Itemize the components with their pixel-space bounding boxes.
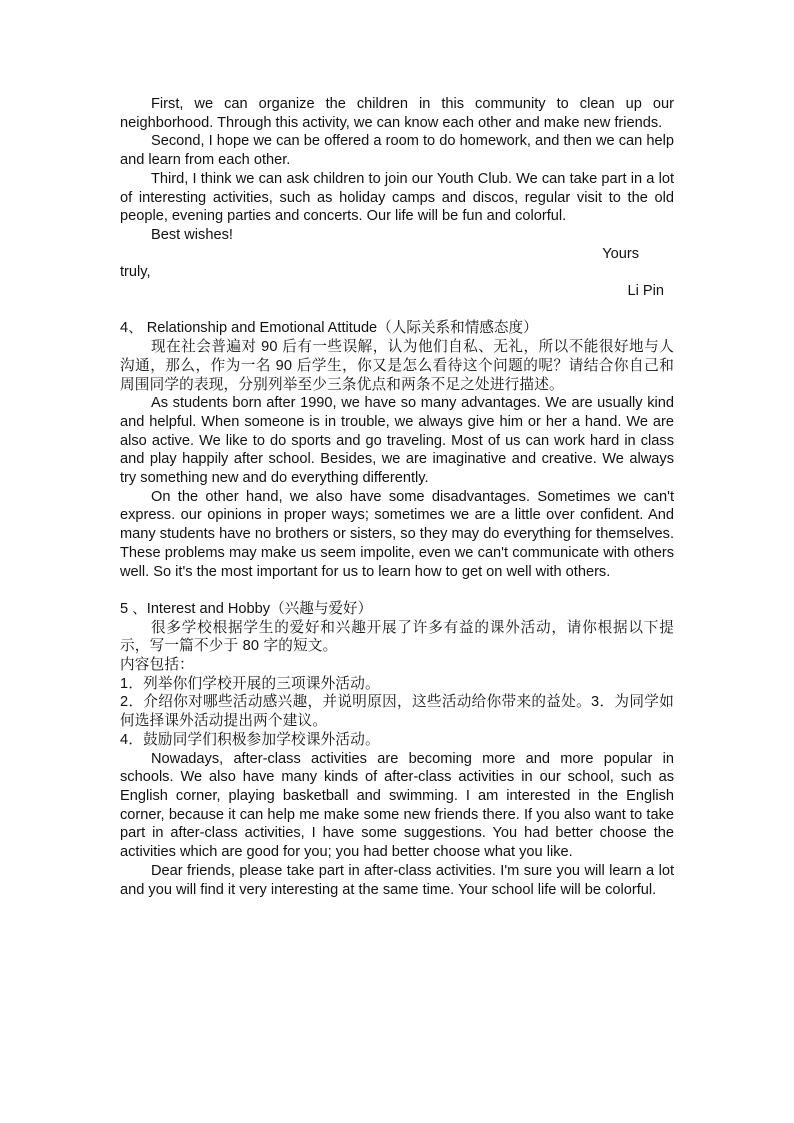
letter-paragraph-1: First, we can organize the children in this community to clean up our neighborhood. Through this activity, we can know each other and make new friends. [120, 96, 674, 131]
letter-closing: Best wishes! [151, 226, 233, 243]
spacer [120, 581, 674, 600]
section-4-heading: 4、 Relationship and Emotional Attitude（人际关系和情感态度） [120, 320, 538, 337]
section-5-paragraph-2: Dear friends, please take part in after-class activities. I'm sure you will learn a lot and you will find it very interesting at the same time. Your school life will be colorful. [120, 862, 674, 898]
section-5-paragraph-1: Nowadays, after-class activities are becoming more and more popular in schools. We also have many kinds of after-class activities in our school, such as English corner, playing basketball and swimming. I am interested in the English corner, because it can help me make some new friends there. If you also want to take part in after-class activities, I have some suggestions. You had better choose the activities which are good for you; you had better choose what you like. [120, 750, 674, 861]
section-5-item-1: 1．列举你们学校开展的三项课外活动。 [120, 675, 380, 692]
section-5-content-label: 内容包括： [120, 657, 194, 674]
letter-yours: Yours [602, 245, 639, 262]
section-5-item-4: 4．鼓励同学们积极参加学校课外活动。 [120, 731, 380, 748]
letter-paragraph-2: Second, I hope we can be offered a room to do homework, and then we can help and learn from each other. [120, 133, 674, 169]
document-body [120, 95, 674, 899]
section-4-prompt: 现在社会普遍对 90 后有一些误解，认为他们自私、无礼，所以不能很好地与人沟通，那么，作为一名 90 后学生，你又是怎么看待这个问题的呢？请结合你自己和周围同学的表现，分别列举至少三条优点和两条不足之处进行描述。 [120, 339, 674, 393]
section-5-heading: 5 、Interest and Hobby（兴趣与爱好） [120, 600, 373, 617]
section-4-paragraph-1: As students born after 1990, we have so many advantages. We are usually kind and helpful. When someone is in trouble, we always give him or her a hand. We are also active. We like to do sports and go traveling. Most of us can work hard in class and play happily after school. Besides, we are imaginative and creative. We always try something new and do everything differently. [120, 395, 674, 487]
section-5-item-2: 2．介绍你对哪些活动感兴趣，并说明原因，这些活动给你带来的益处。3．为同学如何选择课外活动提出两个建议。 [120, 694, 674, 730]
letter-truly: truly, [120, 264, 151, 281]
section-5-prompt: 很多学校根据学生的爱好和兴趣开展了许多有益的课外活动，请你根据以下提示，写一篇不少于 80 字的短文。 [120, 619, 674, 655]
spacer [120, 301, 674, 320]
letter-paragraph-3: Third, I think we can ask children to join our Youth Club. We can take part in a lot of interesting activities, such as holiday camps and discos, regular visit to the old people, evening parties and concerts. Our life will be fun and colorful. [120, 170, 674, 225]
section-4-paragraph-2: On the other hand, we also have some disadvantages. Sometimes we can't express. our opinions in proper ways; sometimes we are a little over confident. And many students have no brothers or sisters, so they may do everything for themselves. These problems may make us seem impolite, even we can't communicate with others well. So it's the most important for us to learn how to get on well with others. [120, 488, 674, 580]
letter-signature: Li Pin [627, 283, 664, 300]
